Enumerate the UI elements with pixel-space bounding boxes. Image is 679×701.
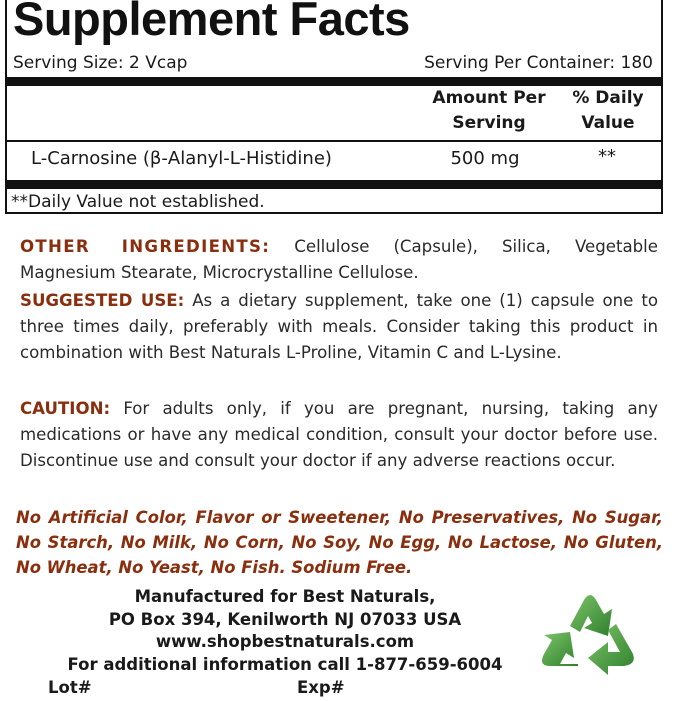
thin-divider bbox=[7, 140, 661, 142]
recycle-arrow-top bbox=[570, 595, 612, 636]
suggested-use-text: As a dietary supplement, take one (1) capsule one to three times daily, preferably with meals. Consider taking this product in combination with Best Naturals L-Proline, Vitamin C and L-Lysine. bbox=[20, 291, 658, 362]
manufacturer-phone: For additional information call 1-877-659-6004 bbox=[67, 655, 503, 674]
column-header-amount bbox=[423, 86, 555, 136]
nutrient-amount: 500 mg bbox=[450, 148, 520, 169]
servings-per-container: Serving Per Container: 180 bbox=[424, 53, 653, 73]
manufacturer-website: www.shopbestnaturals.com bbox=[155, 632, 415, 651]
other-ingredients-text: Cellulose (Capsule), Silica, Vegetable Magnesium Stearate, Microcrystalline Cellulose. bbox=[20, 237, 658, 282]
column-header-daily-value bbox=[553, 86, 663, 136]
daily-value-footnote: **Daily Value not established. bbox=[11, 192, 265, 212]
lot-number: Lot# bbox=[48, 678, 92, 697]
serving-row bbox=[13, 51, 653, 75]
recycle-icon bbox=[530, 578, 650, 693]
serving-size: Serving Size: 2 Vcap bbox=[13, 53, 188, 73]
column-header-amount-line1: Amount Per bbox=[432, 88, 546, 108]
caution bbox=[20, 396, 658, 474]
expiry-date: Exp# bbox=[297, 678, 345, 697]
suggested-use bbox=[20, 288, 658, 366]
recycle-arrow-left bbox=[542, 632, 578, 666]
free-from-statement: No Artificial Color, Flavor or Sweetener, No Preservatives, No Sugar, No Starch, No Milk, No Corn, No Soy, No Egg, No Lactose, No Gluten, No Wheat, No Yeast, No Fish. Sodium Free. bbox=[16, 508, 663, 577]
column-header-dv-line2: Value bbox=[581, 113, 635, 133]
nutrient-name: L-Carnosine (β-Alanyl-L-Histidine) bbox=[31, 148, 332, 169]
manufacturer-name: Manufactured for Best Naturals, bbox=[134, 587, 436, 606]
caution-label: CAUTION: bbox=[20, 399, 111, 418]
other-ingredients-label: OTHER INGREDIENTS: bbox=[20, 237, 271, 256]
manufacturer-address: PO Box 394, Kenilworth NJ 07033 USA bbox=[108, 610, 462, 629]
nutrient-daily-value: ** bbox=[598, 146, 616, 167]
suggested-use-label: SUGGESTED USE: bbox=[20, 291, 185, 310]
thick-divider bbox=[7, 77, 661, 86]
supplement-facts-panel bbox=[5, 0, 663, 214]
caution-text: For adults only, if you are pregnant, nursing, taking any medications or have any medical condition, consult your doctor before use. Discontinue use and consult your doctor if any adverse reactions occur. bbox=[20, 399, 658, 470]
recycle-arrow-right bbox=[588, 624, 634, 675]
facts-title: Supplement Facts bbox=[13, 0, 410, 45]
thick-divider-bottom bbox=[7, 180, 661, 189]
other-ingredients bbox=[20, 234, 658, 286]
column-header-amount-line2: Serving bbox=[452, 113, 526, 133]
column-header-dv-line1: % Daily bbox=[572, 88, 644, 108]
